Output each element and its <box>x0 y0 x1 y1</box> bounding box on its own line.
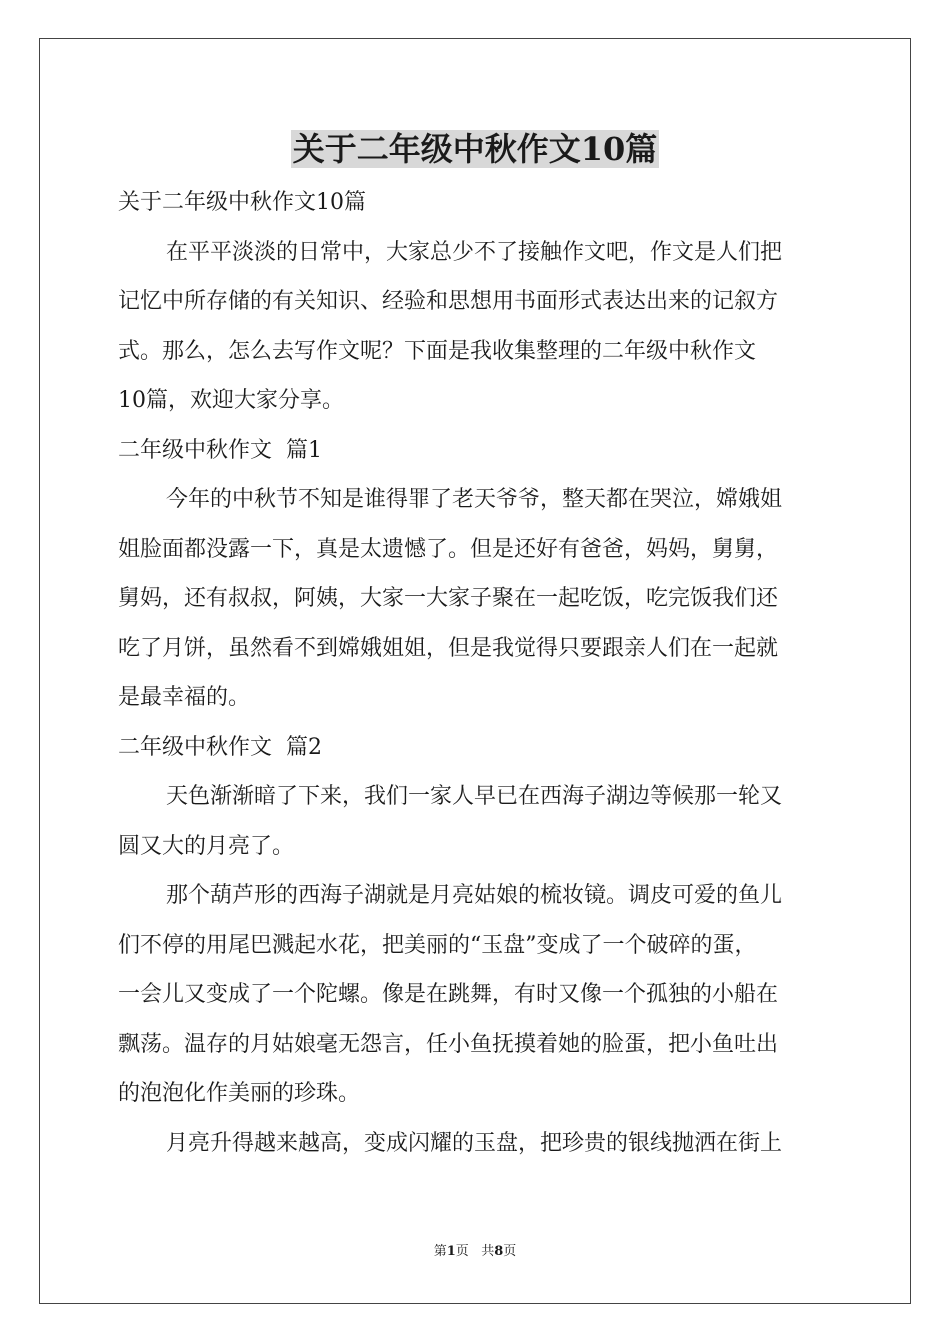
document-title-text: 关于二年级中秋作文10篇 <box>292 130 658 168</box>
text-line: 吃了月饼，虽然看不到嫦娥姐姐，但是我觉得只要跟亲人们在一起就 <box>118 635 779 661</box>
text-line: 飘荡。温存的月姑娘毫无怨言，任小鱼抚摸着她的脸蛋，把小鱼吐出 <box>118 1031 779 1057</box>
text-line: 们不停的用尾巴溅起水花，把美丽的“玉盘”变成了一个破碎的蛋， <box>118 932 757 958</box>
text-line: 是最幸福的。 <box>118 685 251 710</box>
text-line: 天色渐渐暗了下来，我们一家人早已在西海子湖边等候那一轮又 <box>166 784 783 809</box>
text-line: 圆又大的月亮了。 <box>118 833 295 859</box>
footer-total-prefix: 共 <box>481 1244 495 1259</box>
footer-total-suffix: 页 <box>503 1244 517 1259</box>
footer-page-suffix: 页 <box>455 1244 469 1259</box>
document-title <box>0 127 950 171</box>
text-line: 记忆中所存储的有关知识、经验和思想用书面形式表达出来的记叙方 <box>118 289 779 314</box>
text-line: 今年的中秋节不知是谁得罪了老天爷爷，整天都在哭泣，嫦娥姐 <box>166 487 783 512</box>
text-line: 10篇，欢迎大家分享。 <box>118 388 344 413</box>
text-line: 的泡泡化作美丽的珍珠。 <box>118 1081 361 1106</box>
text-line: 那个葫芦形的西海子湖就是月亮姑娘的梳妆镜。调皮可爱的鱼儿 <box>166 883 783 908</box>
text-line: 一会儿又变成了一个陀螺。像是在跳舞，有时又像一个孤独的小船在 <box>118 982 779 1007</box>
footer-page-number: 1 <box>446 1244 456 1259</box>
text-line: 式。那么，怎么去写作文呢？下面是我收集整理的二年级中秋作文 <box>118 338 757 364</box>
page-footer <box>0 1243 950 1261</box>
text-line: 关于二年级中秋作文10篇 <box>118 190 366 215</box>
document-body <box>118 178 834 1168</box>
footer-page-prefix: 第 <box>433 1244 447 1259</box>
text-line: 舅妈，还有叔叔，阿姨，大家一大家子聚在一起吃饭，吃完饭我们还 <box>118 586 779 611</box>
text-line: 二年级中秋作文 篇1 <box>118 437 322 463</box>
text-line: 姐脸面都没露一下，真是太遗憾了。但是还好有爸爸，妈妈，舅舅， <box>118 536 779 562</box>
text-line: 在平平淡淡的日常中，大家总少不了接触作文吧，作文是人们把 <box>166 239 783 265</box>
text-line: 月亮升得越来越高，变成闪耀的玉盘，把珍贵的银线抛洒在街上 <box>166 1130 783 1156</box>
footer-total-number: 8 <box>494 1244 504 1259</box>
text-line: 二年级中秋作文 篇2 <box>118 734 322 760</box>
